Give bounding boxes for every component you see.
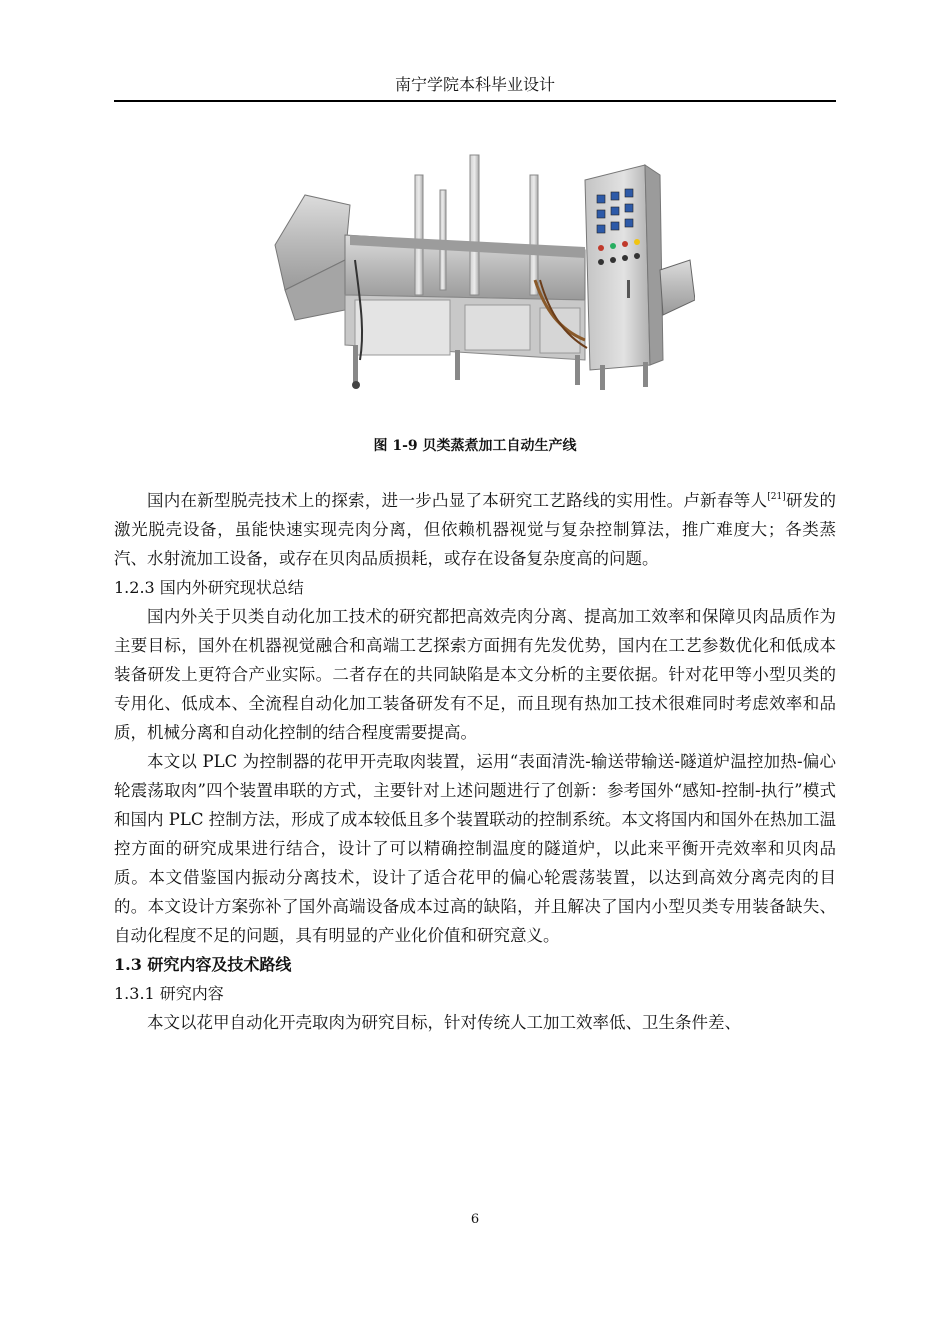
page-number: 6 xyxy=(470,1212,480,1227)
production-line-photo xyxy=(255,150,695,395)
header-rule xyxy=(114,100,836,102)
citation-ref-21: [21] xyxy=(767,492,786,502)
paragraph-1 xyxy=(114,486,836,573)
paragraph-2: 国内外关于贝类自动化加工技术的研究都把高效壳肉分离、提高加工效率和保障贝肉品质作为主要目标，国外在机器视觉融合和高端工艺探索方面拥有先发优势，国内在工艺参数优化和低成本装备研发上更符合产业实际。二者存在的共同缺陷是本文分析的主要依据。针对花甲等小型贝类的专用化、低成本、全流程自动化加工装备研发有不足，而且现有热加工技术很难同时考虑效率和品质，机械分离和自动化控制的结合程度需要提高。 xyxy=(114,607,836,742)
figure-caption: 图 1-9 贝类蒸煮加工自动生产线 xyxy=(373,438,577,454)
page-header: 南宁学院本科毕业设计 xyxy=(394,75,555,94)
section-heading-1-3: 1.3 研究内容及技术路线 xyxy=(114,955,292,974)
paragraph-3: 本文以 PLC 为控制器的花甲开壳取肉装置，运用“表面清洗-输送带输送-隧道炉温控加热-偏心轮震荡取肉”四个装置串联的方式，主要针对上述问题进行了创新：参考国外“感知-控制-执行”模式和国内 PLC 控制方法，形成了成本较低且多个装置联动的控制系统。本文将国内和国外在热加工温控方面的研究成果进行结合，设计了可以精确控制温度的隧道炉，以此来平衡开壳效率和贝肉品质。本文借鉴国内振动分离技术，设计了适合花甲的偏心轮震荡装置，以达到高效分离壳肉的目的。本文设计方案弥补了国外高端设备成本过高的缺陷，并且解决了国内小型贝类专用装备缺失、自动化程度不足的问题，具有明显的产业化价值和研究意义。 xyxy=(114,752,836,945)
section-heading-1-2-3: 1.2.3 国内外研究现状总结 xyxy=(114,578,304,597)
paragraph-4: 本文以花甲自动化开壳取肉为研究目标，针对传统人工加工效率低、卫生条件差、 xyxy=(147,1013,741,1032)
paragraph-1-text-a: 国内在新型脱壳技术上的探索，进一步凸显了本研究工艺路线的实用性。卢新春等人 xyxy=(147,491,768,510)
section-heading-1-3-1: 1.3.1 研究内容 xyxy=(114,984,224,1003)
paragraph-1-text-b: 研发的激光脱壳设备，虽能快速实现壳肉分离，但依赖机器视觉与复杂控制算法，推广难度大；各类蒸汽、水射流加工设备，或存在贝肉品质损耗，或存在设备复杂度高的问题。 xyxy=(114,491,837,568)
body-text xyxy=(114,486,836,1037)
